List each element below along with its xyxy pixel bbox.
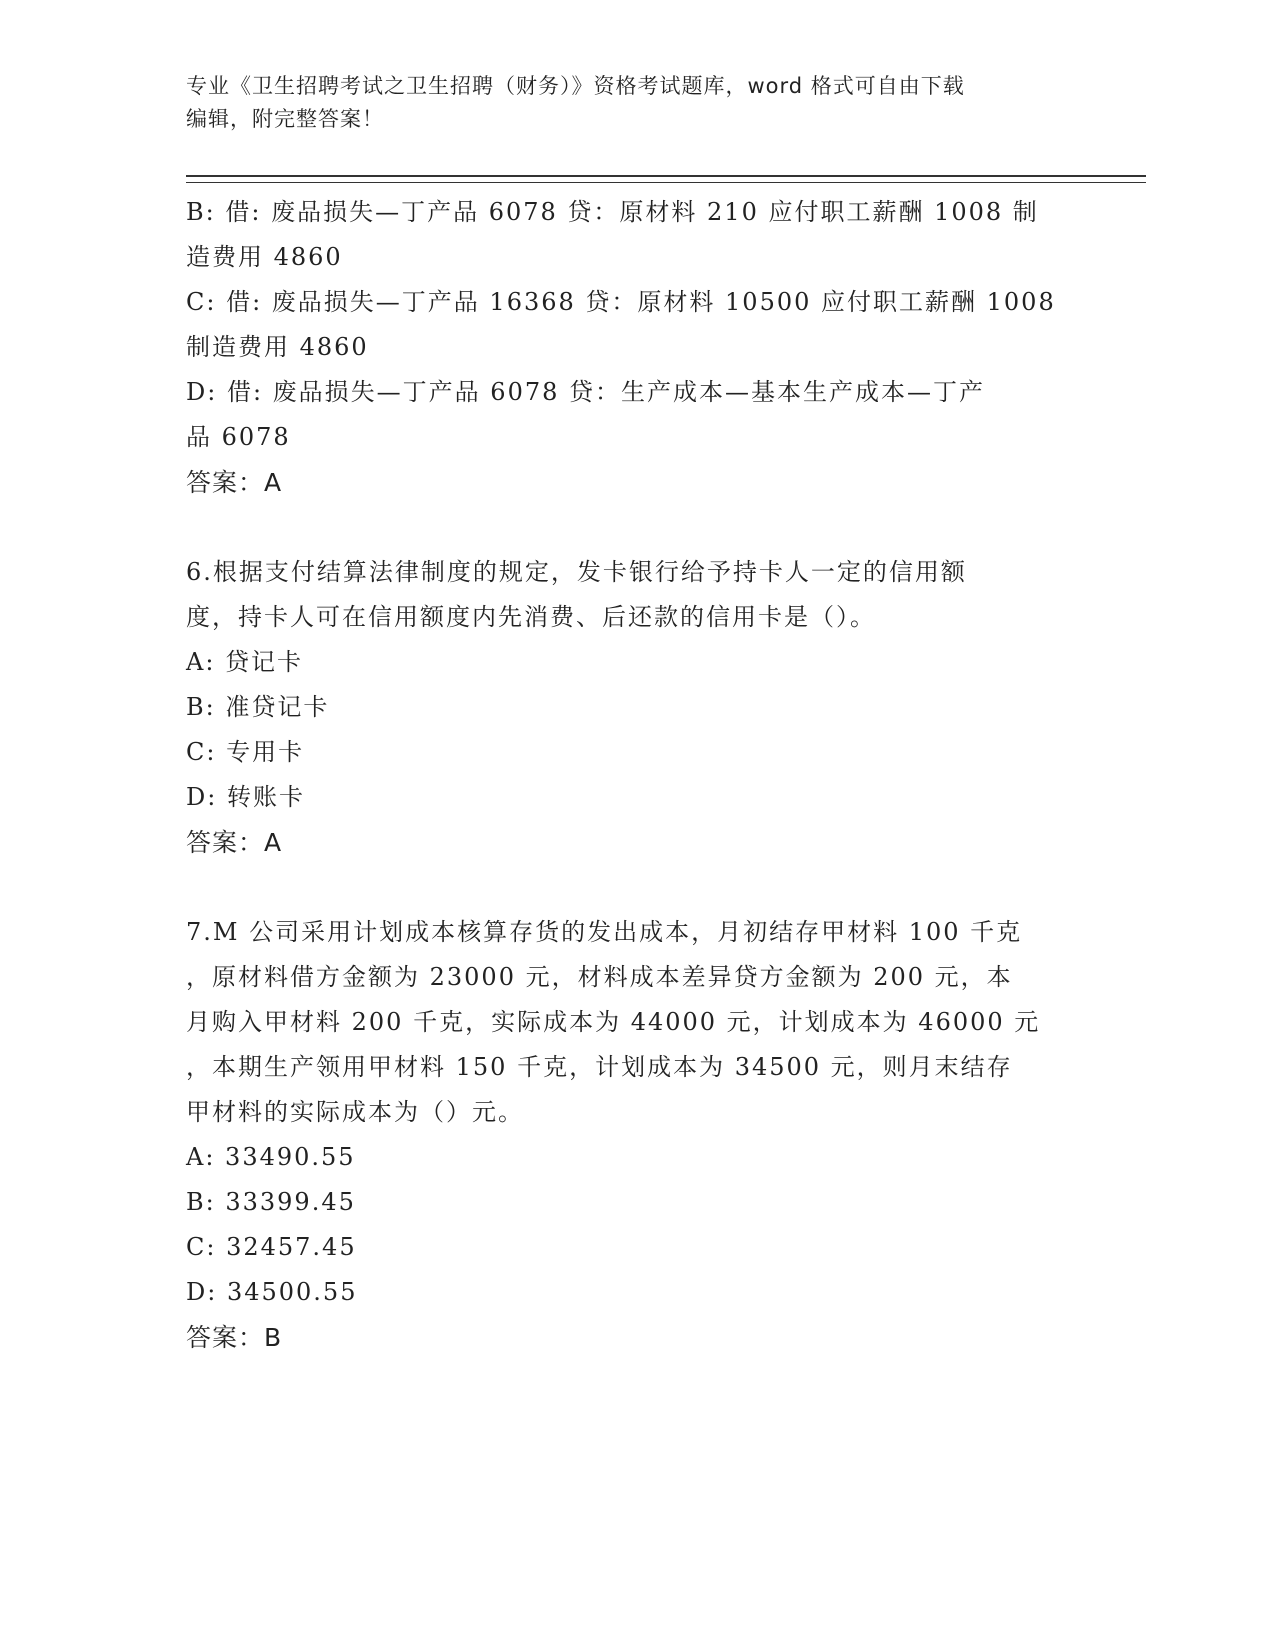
q5-option-b-line-2: 造费用 4860 <box>186 243 343 271</box>
question-5-block <box>186 190 1086 505</box>
q7-option-a: A: 33490.55 <box>186 1143 356 1171</box>
header-line-2: 编辑，附完整答案！ <box>186 107 384 131</box>
q7-stem-line-1: 7.M 公司采用计划成本核算存货的发出成本，月初结存甲材料 100 千克 <box>186 918 1023 946</box>
q5-option-c-line-1: C: 借: 废品损失—丁产品 16368 贷：原材料 10500 应付职工薪酬 1008 <box>186 288 1056 316</box>
q7-stem-line-4: ，本期生产领用甲材料 150 千克，计划成本为 34500 元，则月末结存 <box>186 1053 1013 1081</box>
q7-option-c: C: 32457.45 <box>186 1233 357 1261</box>
q7-option-d: D: 34500.55 <box>186 1278 358 1306</box>
q6-stem-line-2: 度，持卡人可在信用额度内先消费、后还款的信用卡是（）。 <box>186 603 876 631</box>
q7-option-b: B: 33399.45 <box>186 1188 356 1216</box>
q5-option-c-line-2: 制造费用 4860 <box>186 333 369 361</box>
q7-answer: 答案：B <box>186 1323 283 1352</box>
q6-option-a: A: 贷记卡 <box>186 648 304 676</box>
question-content <box>186 190 1086 1360</box>
q6-option-b: B: 准贷记卡 <box>186 693 330 721</box>
q5-answer: 答案：A <box>186 468 283 497</box>
q6-answer: 答案：A <box>186 828 283 857</box>
q7-stem-line-3: 月购入甲材料 200 千克，实际成本为 44000 元，计划成本为 46000 元 <box>186 1008 1041 1036</box>
q5-option-b-line-1: B: 借: 废品损失—丁产品 6078 贷：原材料 210 应付职工薪酬 1008 制 <box>186 198 1039 226</box>
header-line-1: 专业《卫生招聘考试之卫生招聘（财务）》资格考试题库，word 格式可自由下载 <box>186 74 965 98</box>
q5-option-d-line-2: 品 6078 <box>186 423 291 451</box>
question-6-block <box>186 550 1086 865</box>
question-spacer <box>186 865 1086 910</box>
q6-stem-line-1: 6.根据支付结算法律制度的规定，发卡银行给予持卡人一定的信用额 <box>186 558 967 586</box>
q5-option-d-line-1: D: 借: 废品损失—丁产品 6078 贷：生产成本—基本生产成本—丁产 <box>186 378 986 406</box>
question-spacer <box>186 505 1086 550</box>
q6-option-d: D: 转账卡 <box>186 783 305 811</box>
q7-stem-line-2: ，原材料借方金额为 23000 元，材料成本差异贷方金额为 200 元，本 <box>186 963 1013 991</box>
header-rule-thick <box>186 175 1146 177</box>
q6-option-c: C: 专用卡 <box>186 738 305 766</box>
q7-stem-line-5: 甲材料的实际成本为（）元。 <box>186 1098 524 1126</box>
question-7-block <box>186 910 1086 1360</box>
header-rule-thin <box>186 182 1146 183</box>
document-header <box>186 70 1086 136</box>
